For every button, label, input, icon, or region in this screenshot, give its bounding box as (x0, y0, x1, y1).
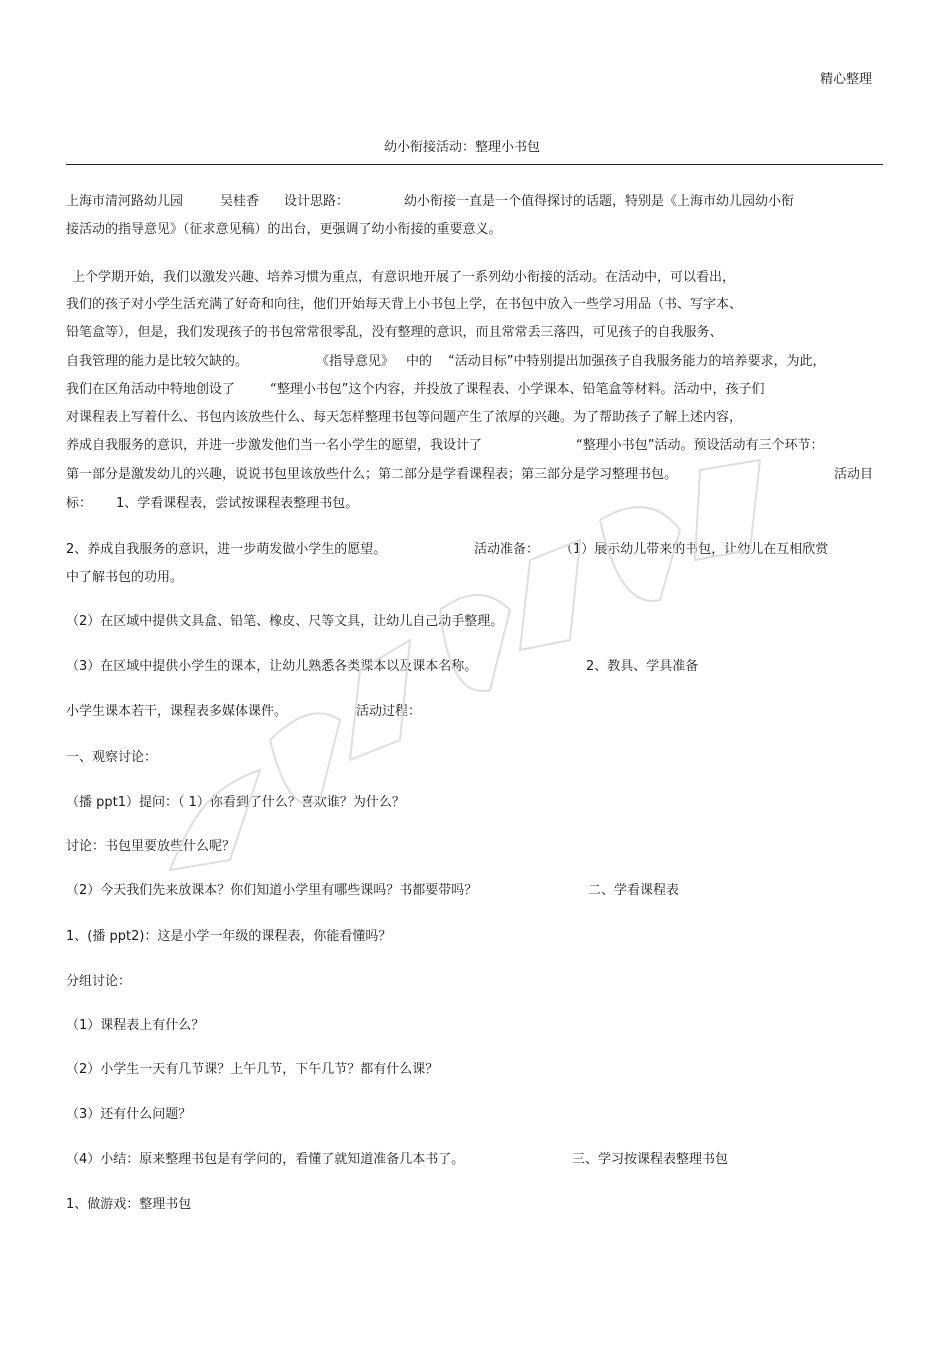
header-label: 精心整理 (820, 72, 873, 87)
para-line: 自我管理的能力是比较欠缺的。 (66, 354, 249, 369)
para-line: 我们的孩子对小学生活充满了好奇和向往，他们开始每天背上小书包上学，在书包中放入一些学习用品（书、写字本、 (66, 297, 743, 312)
para-line: 《指导意见》 (316, 354, 395, 369)
process-heading: 活动过程： (356, 704, 422, 719)
para-line: 养成自我服务的意识，并进一步激发他们当一名小学生的愿望，我设计了 (66, 438, 483, 453)
process-line: （播 ppt1）提问：（ 1）你看到了什么？喜欢谁？为什么？ (66, 795, 405, 810)
para-line: 中的 (406, 354, 433, 369)
goal-2: 2、养成自我服务的意识，进一步萌发做小学生的愿望。 (66, 542, 387, 557)
section-heading: 二、学看课程表 (588, 883, 680, 898)
design-idea-label: 设计思路： (284, 194, 350, 209)
title-divider (66, 164, 883, 165)
prep-item-2: （2）在区域中提供文具盒、铅笔、橡皮、尺等文具，让幼儿自己动手整理。 (66, 614, 504, 629)
watermark-graphic (150, 440, 800, 920)
section-heading: 一、观察讨论： (66, 750, 158, 765)
para-line: “整理小书包”这个内容，并投放了课程表、小学课本、铅笔盒等材料。活动中，孩子们 (270, 382, 765, 397)
process-line: （1）课程表上有什么？ (66, 1018, 205, 1033)
para-line: 铅笔盒等），但是，我们发现孩子的书包常常很零乱，没有整理的意识，而且常常丢三落四，可见孩子的自我服务、 (66, 325, 723, 340)
process-line: （3）还有什么问题？ (66, 1107, 192, 1122)
prep-item-3: （3）在区域中提供小学生的课本，让幼儿熟悉各类课本以及课本名称。 (66, 659, 478, 674)
prep-item-1: （1）展示幼儿带来的书包，让幼儿在互相欣赏 (560, 542, 829, 557)
process-line: （2）小学生一天有几节课？上午几节，下午几节？都有什么课？ (66, 1062, 439, 1077)
author-name: 吴桂香 (220, 194, 260, 209)
para-line: 第一部分是激发幼儿的兴趣，说说书包里该放些什么；第二部分是学看课程表；第三部分是学习整理书包。 (66, 467, 678, 482)
goal-1: 1、学看课程表，尝试按课程表整理书包。 (116, 496, 359, 511)
para-line: “活动目标”中特别提出加强孩子自我服务能力的培养要求，为此， (448, 354, 826, 369)
process-line: 分组讨论： (66, 974, 132, 989)
para-line: 我们在区角活动中特地创设了 (66, 382, 236, 397)
para-line: 对课程表上写着什么、书包内该放些什么、每天怎样整理书包等问题产生了浓厚的兴趣。为了帮助孩子了解上述内容， (66, 410, 743, 425)
materials-text: 小学生课本若干，课程表多媒体课件。 (66, 704, 288, 719)
materials-heading: 2、教具、学具准备 (586, 659, 699, 674)
prep-item-1-cont: 中了解书包的功用。 (66, 570, 184, 585)
intro-text-line: 幼小衔接一直是一个值得探讨的话题，特别是《上海市幼儿园幼小衔 (404, 194, 795, 209)
page-title: 幼小衔接活动：整理小书包 (384, 140, 541, 155)
process-line: 1、(播 ppt2)：这是小学一年级的课程表，你能看懂吗？ (66, 929, 392, 944)
intro-text-line: 接活动的指导意见》（征求意见稿）的出台，更强调了幼小衔接的重要意义。 (66, 222, 502, 237)
school-name: 上海市清河路幼儿园 (66, 194, 184, 209)
para-line: 上个学期开始，我们以激发兴趣、培养习惯为重点，有意识地开展了一系列幼小衔接的活动。在活动中，可以看出， (72, 270, 736, 285)
para-line: “整理小书包”活动。预设活动有三个环节： (576, 438, 824, 453)
process-line: （4）小结：原来整理书包是有学问的，看懂了就知道准备几本书了。 (66, 1152, 465, 1167)
process-line: 讨论：书包里要放些什么呢？ (66, 839, 236, 854)
para-line: 活动目 (834, 467, 874, 482)
prep-label: 活动准备： (474, 542, 540, 557)
process-line: 1、做游戏：整理书包 (66, 1197, 192, 1212)
para-line: 标： (66, 496, 93, 511)
process-line: （2）今天我们先来放课本？你们知道小学里有哪些课吗？书都要带吗？ (66, 883, 478, 898)
section-heading: 三、学习按课程表整理书包 (572, 1152, 729, 1167)
